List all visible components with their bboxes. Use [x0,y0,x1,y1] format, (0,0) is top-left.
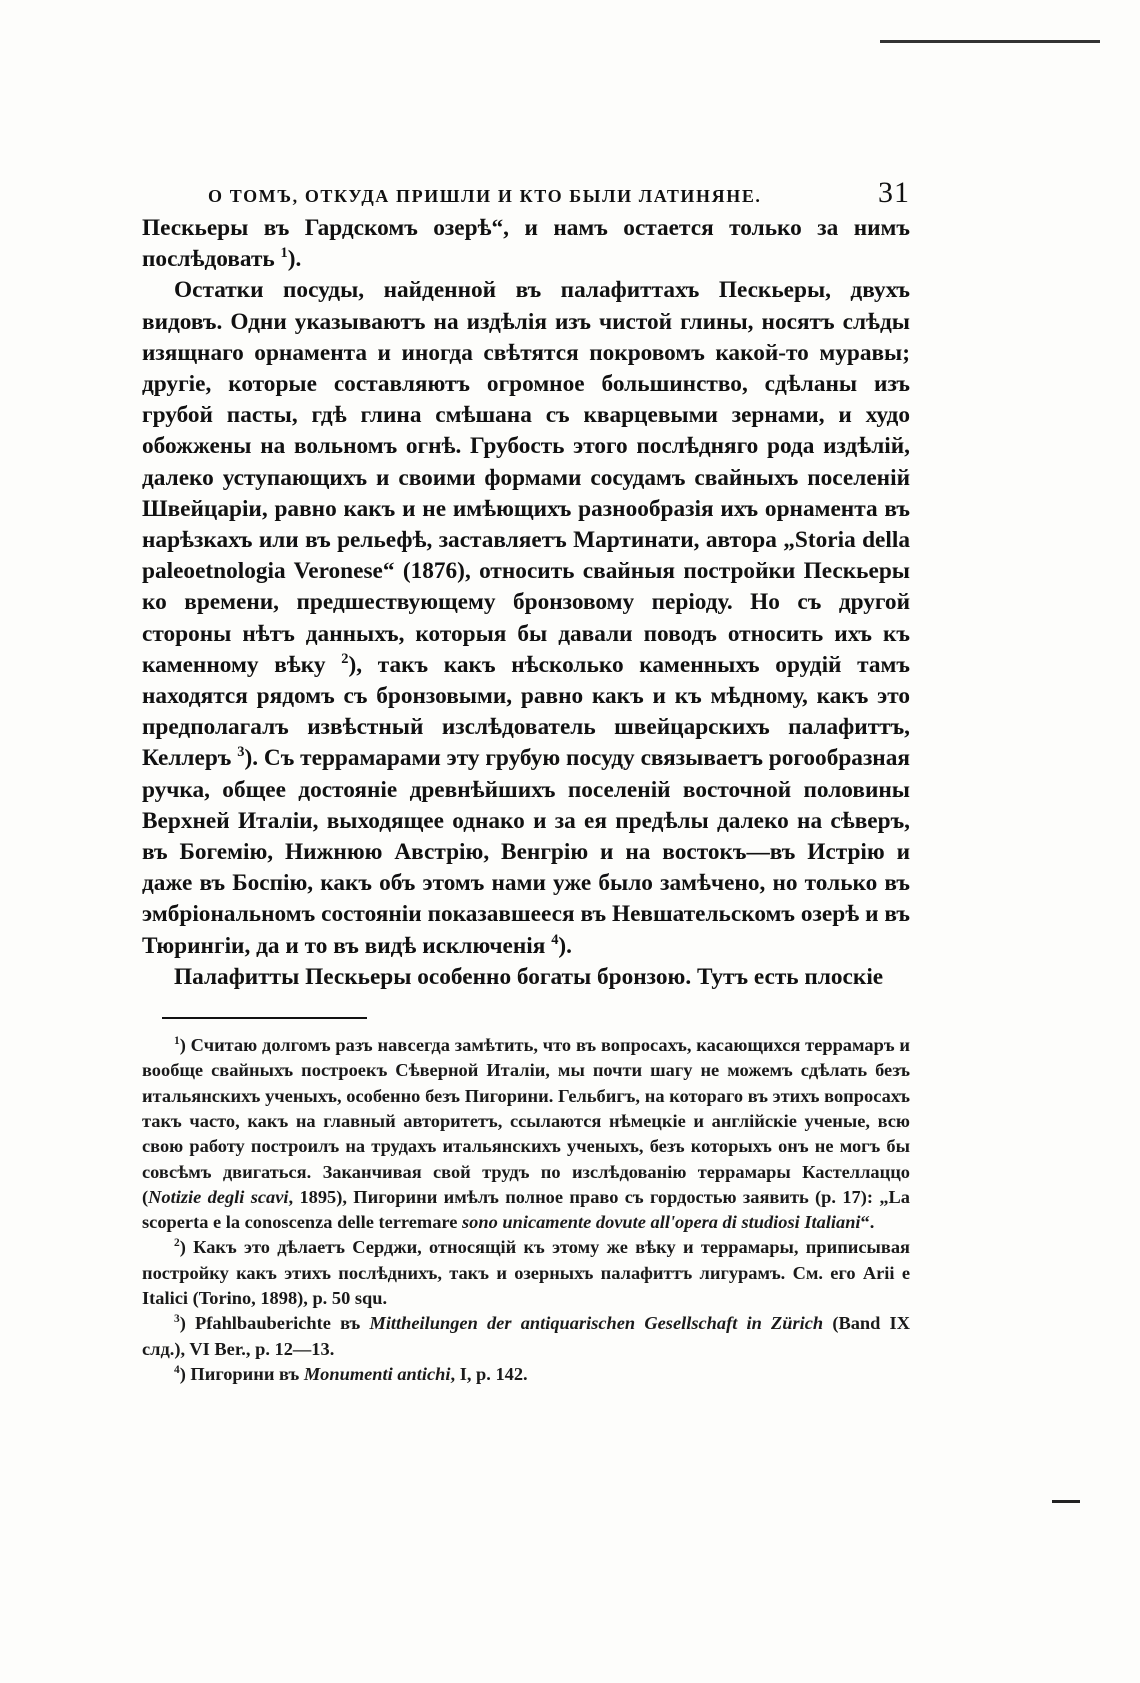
footnote-ref-1: 1 [280,245,288,262]
text-run: , 1895), Пигорини имѣлъ полное право съ гордостью заявить (p. 17): „La scoperta e la conoscenza delle terremare [142,1186,910,1233]
scan-edge-mark-right [1052,1500,1080,1503]
body-text [142,213,910,993]
book-page [142,168,910,1387]
footnote-marker: 3 [174,1313,180,1326]
text-run: “. [860,1212,875,1233]
running-head-title: О ТОМЪ, ОТКУДА ПРИШЛИ И КТО БЫЛИ ЛАТИНЯНЕ. [208,186,762,206]
footnote-divider [162,1017,367,1019]
italic-citation: Mittheilungen der antiquarischen Gesellschaft in Zürich [369,1313,824,1334]
text-run: Пескьеры въ Гардскомъ озерѣ“, и намъ остается только за нимъ послѣдовать [142,215,910,273]
running-head [142,168,910,210]
footnote-ref-2: 2 [341,651,349,668]
footnote-marker: 4 [174,1363,180,1376]
text-run: ) Какъ это дѣлаетъ Серджи, относящій къ этому же вѣку и террамары, приписывая постройку какъ этихъ послѣднихъ, такъ и озерныхъ палафиттъ лигурамъ. См. его Arii e Italici (Torino, 1898), p. 50 squ. [142,1237,910,1309]
footnote-4 [142,1362,910,1387]
italic-citation: Monumenti antichi [303,1363,451,1384]
footnote-1 [142,1033,910,1235]
text-run: ) Считаю долгомъ разъ навсегда замѣтить, что въ вопросахъ, касающихся террамаръ и вообще свайныхъ построекъ Сѣверной Италіи, мы почти шагу не можемъ сдѣлать безъ итальянскихъ ученыхъ, особенно безъ Пигорини. Гельбигъ, на котораго въ этихъ вопросахъ такъ часто, какъ на главный авторитетъ, ссылаются нѣмецкіе и англійскіе ученые, всю свою работу построилъ на трудахъ итальянскихъ ученыхъ, безъ которыхъ онъ не могъ бы совсѣмъ двигаться. Заканчивая свой трудъ по изслѣдованію террамары Кастеллаццо ( [142,1035,910,1207]
paragraph-bronze: Палафитты Пескьеры особенно богаты бронзою. Тутъ есть плоскіе [174,963,884,990]
text-run: ) Pfahlbauberichte въ [179,1313,370,1334]
text-run: ), такъ какъ нѣсколько каменныхъ орудій тамъ находятся рядомъ съ бронзовыми, равно какъ и къ мѣдному, какъ это предполагалъ извѣстный изслѣдователь швейцарскихъ палафиттъ, Келлеръ [142,651,910,772]
text-run: , I, p. 142. [450,1363,528,1384]
text-run: Остатки посуды, найденной въ палафиттахъ Пескьеры, двухъ видовъ. Одни указываютъ на издѣлія изъ чистой глины, носятъ слѣды изящнаго орнамента и иногда свѣтятся покровомъ какой-то муравы; другіе, которые составляютъ огромное большинство, сдѣланы изъ грубой пасты, гдѣ глина смѣшана съ кварцевыми зернами, и худо обожжены на вольномъ огнѣ. Грубость этого послѣдняго рода издѣлій, далеко уступающихъ и своими формами сосудамъ свайныхъ поселеній Швейцаріи, равно какъ и не имѣющихъ разнообразія ихъ орнамента въ нарѣзкахъ или въ рельефѣ, заставляетъ Мартинати, автора „Storia della paleoetnologia Veronese“ (1876), относить свайныя постройки Пескьеры ко времени, предшествующему бронзовому періоду. Но съ другой стороны нѣтъ данныхъ, которыя бы давали поводъ относить ихъ къ каменному вѣку [142,277,910,678]
footnote-ref-3: 3 [237,744,245,761]
text-run: ). [558,932,573,959]
page-number: 31 [878,176,910,209]
footnote-ref-4: 4 [551,931,559,948]
footnote-marker: 2 [174,1237,180,1250]
footnote-3 [142,1311,910,1362]
scan-edge-mark-top [880,40,1100,43]
text-run: ). Съ террамарами эту грубую посуду связываетъ рогообразная ручка, общее достояніе древнѣйшихъ поселеній восточной половины Верхней Италіи, выходящее однако и за ея предѣлы далеко на сѣверъ, въ Богемію, Нижнюю Австрію, Венгрію и на востокъ—въ Истрію и даже въ Боспію, какъ объ этомъ нами уже было замѣчено, но только въ эмбріональномъ состояніи показавшееся въ Невшательскомъ озерѣ и въ Тюрингіи, да и то въ видѣ исключенія [142,745,910,959]
text-run: ). [287,246,302,273]
paragraph-continuation [142,213,910,275]
footnote-2 [142,1235,910,1311]
text-run: (Band IX слд.), VI Ber., p. 12—13. [142,1313,910,1359]
paragraph-pottery [142,275,910,961]
italic-citation: Notizie degli scavi [148,1186,289,1207]
italic-quote: sono unicamente dovute all'opera di studiosi Italiani [462,1212,861,1233]
text-run: ) Пигорини въ [179,1363,304,1384]
footnote-marker: 1 [174,1034,180,1047]
footnotes [142,1033,910,1387]
